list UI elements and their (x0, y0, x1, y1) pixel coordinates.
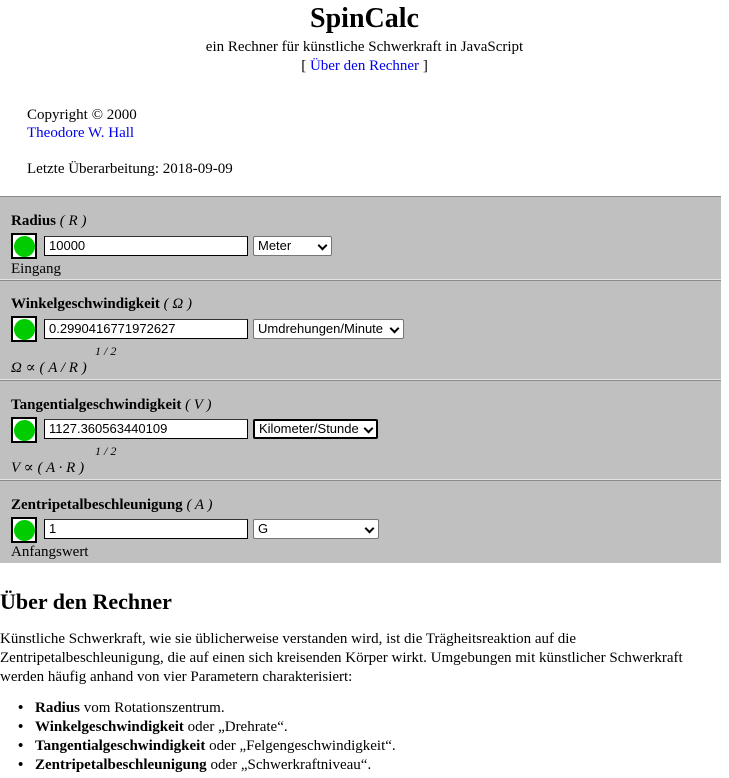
list-item (18, 756, 396, 775)
angular-formula: Ω ∝ ( A / R ) (11, 360, 87, 376)
centripetal-unit: G (258, 521, 269, 536)
divider (0, 379, 721, 381)
calculator-panel (0, 196, 721, 563)
angular-unit: Umdrehungen/Minute (258, 321, 384, 336)
about-paragraph-line: Zentripetalbeschleunigung, die auf einen sich kreisenden Körper wirkt. Umgebungen mit künstlicher Schwerkraft (0, 650, 683, 666)
tangential-unit: Kilometer/Stunde (259, 421, 359, 436)
copyright-text: Copyright © 2000 (27, 107, 137, 123)
list-item-text: oder „Drehrate“. (183, 719, 288, 735)
centripetal-label (11, 497, 213, 514)
list-item-text: vom Rotationszentrum. (80, 700, 225, 716)
chevron-down-icon (365, 524, 375, 534)
page-title: SpinCalc (310, 3, 419, 34)
parameter-list (18, 699, 396, 775)
radius-symbol: ( R ) (59, 213, 87, 229)
divider (0, 279, 721, 281)
angular-unit-select[interactable] (253, 319, 404, 339)
bracket-open: [ (301, 58, 307, 74)
list-item (18, 737, 396, 756)
radius-unit: Meter (258, 238, 292, 253)
about-heading: Über den Rechner (0, 589, 172, 614)
angular-exponent: 1 / 2 (95, 344, 117, 358)
about-link[interactable]: Über den Rechner (309, 58, 420, 74)
chevron-down-icon (390, 324, 400, 334)
list-item (18, 718, 396, 737)
radius-label (11, 213, 86, 230)
radius-input[interactable]: 10000 (44, 236, 248, 256)
page-subtitle: ein Rechner für künstliche Schwerkraft in JavaScript (205, 39, 524, 55)
tangential-label (11, 397, 211, 414)
about-paragraph-line: werden häufig anhand von vier Parametern charakterisiert: (0, 669, 353, 685)
angular-name: Winkelgeschwindigkeit (11, 296, 160, 312)
angular-symbol: ( Ω ) (163, 296, 193, 312)
divider (0, 479, 721, 481)
about-paragraph (0, 630, 729, 687)
status-light-icon (14, 319, 35, 340)
centripetal-status-button[interactable] (11, 517, 37, 543)
status-light-icon (14, 420, 35, 441)
centripetal-symbol: ( A ) (186, 497, 213, 513)
list-item-term: Zentripetalbeschleunigung (35, 757, 207, 773)
revision-date: Letzte Überarbeitung: 2018-09-09 (27, 161, 233, 177)
radius-status-button[interactable] (11, 233, 37, 259)
tangential-name: Tangentialgeschwindigkeit (11, 397, 182, 413)
list-item-term: Radius (35, 700, 81, 716)
list-item-text: oder „Schwerkraftniveau“. (206, 757, 372, 773)
list-item-term: Winkelgeschwindigkeit (35, 719, 184, 735)
radius-name: Radius (11, 213, 57, 229)
centripetal-input[interactable]: 1 (44, 519, 248, 539)
tangential-symbol: ( V ) (185, 397, 212, 413)
radius-note: Eingang (11, 261, 61, 277)
about-link-line (0, 58, 729, 75)
tangential-formula: V ∝ ( A · R ) (11, 460, 85, 476)
bracket-close: ] (422, 58, 428, 74)
tangential-exponent: 1 / 2 (95, 444, 117, 458)
list-item-text: oder „Felgengeschwindigkeit“. (205, 738, 396, 754)
list-item (18, 699, 396, 718)
chevron-down-icon (318, 241, 328, 251)
status-light-icon (14, 236, 35, 257)
tangential-unit-select[interactable] (253, 419, 378, 439)
angular-input[interactable]: 0.2990416771972627 (44, 319, 248, 339)
list-item-term: Tangentialgeschwindigkeit (35, 738, 206, 754)
status-light-icon (14, 520, 35, 541)
about-paragraph-line: Künstliche Schwerkraft, wie sie üblicherweise verstanden wird, ist die Trägheitsreaktion auf die (0, 631, 577, 647)
tangential-input[interactable]: 1127.360563440109 (44, 419, 248, 439)
angular-status-button[interactable] (11, 316, 37, 342)
chevron-down-icon (364, 424, 374, 434)
tangential-status-button[interactable] (11, 417, 37, 443)
author-link[interactable]: Theodore W. Hall (27, 125, 135, 141)
angular-label (11, 296, 192, 313)
radius-unit-select[interactable] (253, 236, 332, 256)
centripetal-name: Zentripetalbeschleunigung (11, 497, 183, 513)
centripetal-unit-select[interactable] (253, 519, 379, 539)
centripetal-note: Anfangswert (11, 544, 89, 560)
